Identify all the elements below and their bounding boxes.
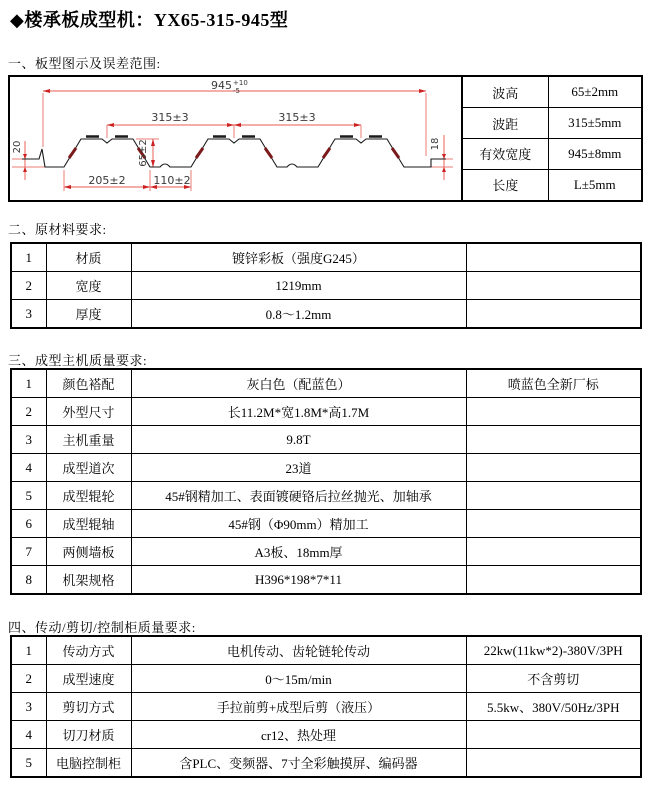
- cell-remark: 22kw(11kw*2)-380V/3PH: [466, 636, 641, 665]
- table-row: [11, 482, 641, 510]
- cell-no: 3: [11, 693, 46, 721]
- cell-no: 8: [11, 566, 46, 595]
- cell-label: 宽度: [46, 272, 131, 300]
- dim-label-right-lip: 18: [430, 137, 441, 151]
- cell-label: 主机重量: [46, 426, 131, 454]
- cell-value: L±5mm: [548, 169, 642, 201]
- cell-label: 机架规格: [46, 566, 131, 595]
- table-row: [462, 76, 642, 108]
- cell-value: 945±8mm: [548, 138, 642, 169]
- cell-remark: [466, 398, 641, 426]
- dim-label-wave-height: 65±2: [138, 139, 149, 167]
- cell-no: 3: [11, 300, 46, 329]
- cell-remark: [466, 272, 641, 300]
- cell-no: 3: [11, 426, 46, 454]
- table-row: [462, 108, 642, 139]
- cell-label: 成型辊轴: [46, 510, 131, 538]
- table-row: [462, 169, 642, 201]
- cell-remark: [466, 566, 641, 595]
- cell-label: 长度: [462, 169, 548, 201]
- cell-remark: 喷蓝色全新厂标: [466, 369, 641, 398]
- cell-label: 切刀材质: [46, 721, 131, 749]
- cell-value: 灰白色（配蓝色）: [131, 369, 466, 398]
- cell-label: 波距: [462, 108, 548, 139]
- cell-value: 45#钢（Φ90mm）精加工: [131, 510, 466, 538]
- section3-heading: 三、成型主机质量要求:: [8, 353, 148, 368]
- cell-no: 7: [11, 538, 46, 566]
- cell-label: 传动方式: [46, 636, 131, 665]
- cell-label: 电脑控制柜: [46, 749, 131, 778]
- cell-value: 手拉前剪+成型后剪（液压）: [131, 693, 466, 721]
- cell-label: 成型速度: [46, 665, 131, 693]
- cell-label: 两侧墙板: [46, 538, 131, 566]
- cell-remark: [466, 482, 641, 510]
- cell-value: 315±5mm: [548, 108, 642, 139]
- profile-spec-table: [461, 75, 643, 202]
- cell-label: 成型辊轮: [46, 482, 131, 510]
- table-row: [11, 749, 641, 778]
- cell-no: 5: [11, 749, 46, 778]
- table-row: [11, 665, 641, 693]
- cell-value: 1219mm: [131, 272, 466, 300]
- cell-label: 剪切方式: [46, 693, 131, 721]
- slope-marks: [69, 148, 399, 158]
- cell-value: A3板、18mm厚: [131, 538, 466, 566]
- cell-value: H396*198*7*11: [131, 566, 466, 595]
- cell-no: 1: [11, 369, 46, 398]
- cell-no: 4: [11, 721, 46, 749]
- table-row: [11, 426, 641, 454]
- cell-value: 含PLC、变频器、7寸全彩触摸屏、编码器: [131, 749, 466, 778]
- cell-value: 镀锌彩板（强度G245）: [131, 243, 466, 272]
- cell-value: cr12、热处理: [131, 721, 466, 749]
- profile-diagram-svg: [10, 77, 461, 200]
- cell-label: 波高: [462, 76, 548, 108]
- dim-label-valley-width: 110±2: [153, 174, 191, 187]
- table-row: [11, 566, 641, 595]
- table-row: [11, 693, 641, 721]
- cell-remark: [466, 243, 641, 272]
- cell-label: 厚度: [46, 300, 131, 329]
- table-row: [11, 398, 641, 426]
- cell-remark: [466, 721, 641, 749]
- cell-label: 有效宽度: [462, 138, 548, 169]
- table-row: [11, 636, 641, 665]
- cell-value: 电机传动、齿轮链轮传动: [131, 636, 466, 665]
- cell-remark: 不含剪切: [466, 665, 641, 693]
- table-row: [11, 721, 641, 749]
- cell-label: 外型尺寸: [46, 398, 131, 426]
- deck-profile-outline: [22, 139, 446, 167]
- drive-shear-control-table: [10, 635, 642, 778]
- cell-label: 颜色褡配: [46, 369, 131, 398]
- cell-no: 1: [11, 243, 46, 272]
- cell-no: 1: [11, 636, 46, 665]
- section4-heading: 四、传动/剪切/控制柜质量要求:: [8, 620, 196, 635]
- dim-label-overall-sub: -5: [233, 87, 240, 95]
- profile-drawing: [8, 75, 463, 202]
- table-row: [11, 300, 641, 329]
- dim-label-base-width: 205±2: [88, 174, 126, 187]
- cell-label: 材质: [46, 243, 131, 272]
- cell-value: 45#钢精加工、表面镀硬铬后拉丝抛光、加轴承: [131, 482, 466, 510]
- cell-value: 0.8～1.2mm: [131, 300, 466, 329]
- cell-no: 5: [11, 482, 46, 510]
- cell-no: 2: [11, 398, 46, 426]
- cell-remark: [466, 454, 641, 482]
- cell-value: 长11.2M*宽1.8M*高1.7M: [131, 398, 466, 426]
- cell-value: 65±2mm: [548, 76, 642, 108]
- cell-remark: [466, 749, 641, 778]
- dim-label-left-lip: 20: [12, 140, 23, 154]
- cell-label: 成型道次: [46, 454, 131, 482]
- cell-no: 4: [11, 454, 46, 482]
- table-row: [462, 138, 642, 169]
- section1-block: [8, 75, 643, 202]
- cell-remark: [466, 300, 641, 329]
- section2-heading: 二、原材料要求:: [8, 222, 107, 237]
- forming-machine-table: [10, 368, 642, 595]
- dim-label-overall-sup: +10: [233, 79, 248, 87]
- cell-remark: [466, 426, 641, 454]
- raw-material-table: [10, 242, 642, 329]
- cell-no: 6: [11, 510, 46, 538]
- cell-no: 2: [11, 272, 46, 300]
- cell-value: 0～15m/min: [131, 665, 466, 693]
- cell-remark: [466, 538, 641, 566]
- page-title: ◆楼承板成型机：YX65-315-945型: [10, 10, 289, 30]
- cell-value: 23道: [131, 454, 466, 482]
- table-row: [11, 454, 641, 482]
- cell-remark: 5.5kw、380V/50Hz/3PH: [466, 693, 641, 721]
- table-row: [11, 538, 641, 566]
- table-row: [11, 272, 641, 300]
- section1-heading: 一、板型图示及误差范围:: [8, 56, 161, 71]
- cell-remark: [466, 510, 641, 538]
- table-row: [11, 510, 641, 538]
- cell-no: 2: [11, 665, 46, 693]
- table-row: [11, 243, 641, 272]
- dim-label-pitch1: 315±3: [151, 111, 189, 124]
- dim-label-overall: 945: [211, 79, 232, 92]
- table-row: [11, 369, 641, 398]
- dim-label-pitch2: 315±3: [278, 111, 316, 124]
- cell-value: 9.8T: [131, 426, 466, 454]
